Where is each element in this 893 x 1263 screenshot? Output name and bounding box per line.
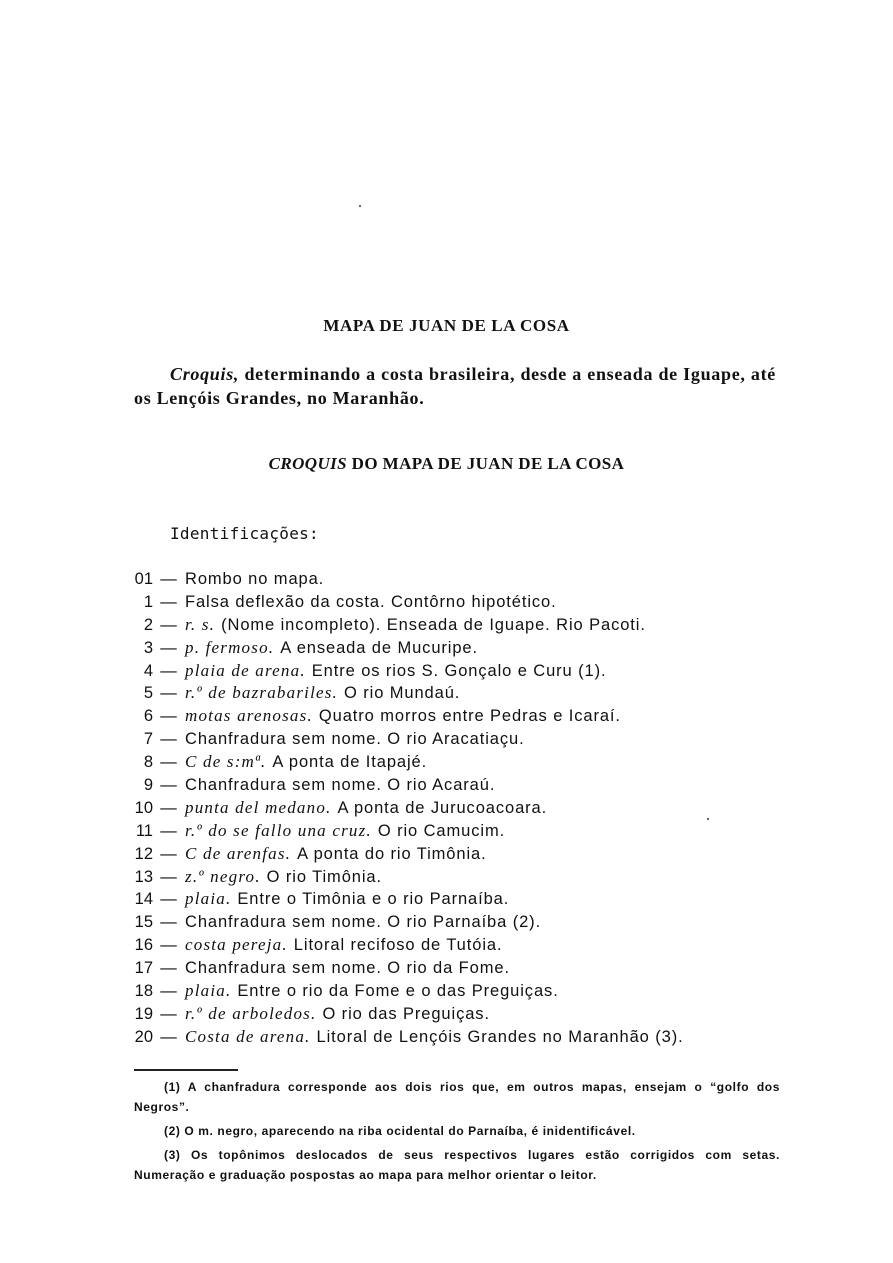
entry-description: Entre o Timônia e o rio Parnaíba. <box>237 890 510 909</box>
entry-term: r.º do se fallo una cruz. <box>185 820 372 840</box>
entry-description: Entre os rios S. Gonçalo e Curu (1). <box>311 661 607 680</box>
entry-dash: — <box>160 867 178 886</box>
entry-number: 19 <box>134 1004 153 1023</box>
entry-number: 20 <box>134 1027 153 1046</box>
entry-dash: — <box>160 890 178 909</box>
entry-number: 14 <box>134 890 153 909</box>
entry-term: plaia de arena. <box>185 660 306 680</box>
entry-description: Chanfradura sem nome. O rio da Fome. <box>185 959 510 978</box>
subtitle-italic-word: CROQUIS <box>268 454 348 473</box>
list-item <box>128 866 808 889</box>
entry-description: Entre o rio da Fome e o das Preguiças. <box>237 982 559 1001</box>
entry-number: 18 <box>134 982 153 1001</box>
list-item <box>128 637 808 660</box>
entry-number: 15 <box>134 913 153 932</box>
entry-term: r.º de arboledos. <box>185 1003 317 1023</box>
entry-number: 8 <box>143 753 153 772</box>
entry-term: plaia. <box>185 889 232 909</box>
entry-dash: — <box>160 570 178 588</box>
list-item <box>128 934 808 957</box>
entry-description: O rio Timônia. <box>266 867 382 886</box>
entry-number: 6 <box>143 707 153 726</box>
entry-description: O rio das Preguiças. <box>322 1004 490 1023</box>
entry-number: 13 <box>134 867 153 886</box>
entry-dash: — <box>160 913 178 932</box>
entry-dash: — <box>160 821 178 840</box>
list-item <box>128 774 808 797</box>
entry-number: 10 <box>134 798 153 817</box>
footnote-3: (3) Os topônimos deslocados de seus respectivos lugares estão corrigidos com setas. Numeração e graduação pospostas ao mapa para melhor orientar o leitor. <box>134 1148 780 1182</box>
list-item <box>128 957 808 980</box>
entry-description: O rio Camucim. <box>377 821 506 840</box>
entry-term: Costa de arena. <box>185 1026 311 1046</box>
entry-dash: — <box>160 753 178 772</box>
entry-dash: — <box>160 1004 178 1023</box>
entry-number: 01 <box>134 570 153 588</box>
entry-term: C de arenfas. <box>185 843 292 863</box>
entry-term: punta del medano. <box>185 797 332 817</box>
list-item <box>128 888 808 911</box>
identification-list <box>128 568 808 1049</box>
footnote-1: (1) A chanfradura corresponde aos dois rios que, em outros mapas, ensejam o “golfo dos Negros”. <box>134 1080 780 1114</box>
entry-description: Chanfradura sem nome. O rio Acaraú. <box>185 776 496 795</box>
entry-term: r. s. <box>185 614 216 634</box>
entry-number: 11 <box>135 821 153 840</box>
entry-number: 1 <box>143 592 153 611</box>
entry-dash: — <box>160 615 178 634</box>
entry-dash: — <box>160 798 178 817</box>
entry-dash: — <box>160 776 178 795</box>
entry-dash: — <box>160 959 178 978</box>
entry-description: Quatro morros entre Pedras e Icaraí. <box>318 707 621 726</box>
entry-number: 3 <box>143 638 153 657</box>
entry-number: 4 <box>143 661 153 680</box>
list-item <box>128 911 808 934</box>
page-speck <box>359 205 361 207</box>
list-item <box>128 591 808 614</box>
entry-term: motas arenosas. <box>185 706 313 726</box>
entry-dash: — <box>160 707 178 726</box>
entry-term: p. fermoso. <box>185 637 275 657</box>
entry-number: 17 <box>134 959 153 978</box>
entry-dash: — <box>160 844 178 863</box>
intro-paragraph <box>134 362 776 410</box>
entry-description: Chanfradura sem nome. O rio Aracatiaçu. <box>185 730 525 749</box>
entry-description: (Nome incompleto). Enseada de Iguape. Rio Pacoti. <box>221 615 646 634</box>
entry-description: O rio Mundaú. <box>344 684 461 703</box>
intro-text: determinando a costa brasileira, desde a enseada de Iguape, até os Lençóis Grandes, no Maranhão. <box>134 364 776 408</box>
entry-description: Falsa deflexão da costa. Contôrno hipotético. <box>185 592 557 611</box>
list-item <box>128 705 808 728</box>
entry-number: 12 <box>134 844 153 863</box>
entry-number: 16 <box>134 936 153 955</box>
list-item <box>128 797 808 820</box>
identifications-label: Identificações: <box>170 524 319 543</box>
entry-term: costa pereja. <box>185 935 288 955</box>
list-item <box>128 614 808 637</box>
entry-dash: — <box>160 684 178 703</box>
entry-description: Rombo no mapa. <box>185 570 325 588</box>
entry-dash: — <box>160 661 178 680</box>
entry-dash: — <box>160 592 178 611</box>
entry-description: Litoral recifoso de Tutóia. <box>293 936 503 955</box>
entry-dash: — <box>160 982 178 1001</box>
list-item <box>128 1026 808 1049</box>
entry-term: C de s:mª. <box>185 752 267 772</box>
footnotes <box>134 1077 780 1189</box>
list-item <box>128 1003 808 1026</box>
entry-description: A ponta de Itapajé. <box>272 753 428 772</box>
entry-dash: — <box>160 730 178 749</box>
entry-number: 7 <box>143 730 153 749</box>
subtitle-text: DO MAPA DE JUAN DE LA COSA <box>347 454 625 473</box>
entry-number: 2 <box>143 615 153 634</box>
entry-description: A ponta de Jurucoacoara. <box>337 798 548 817</box>
entry-description: A ponta do rio Timônia. <box>297 844 487 863</box>
entry-description: Litoral de Lençóis Grandes no Maranhão (3). <box>316 1027 684 1046</box>
entry-term: plaia. <box>185 981 232 1001</box>
entry-dash: — <box>160 638 178 657</box>
footnote-divider <box>134 1069 238 1071</box>
intro-italic-word: Croquis, <box>170 364 240 384</box>
list-item <box>128 820 808 843</box>
entry-description: A enseada de Mucuripe. <box>280 638 478 657</box>
list-item <box>128 751 808 774</box>
entry-term: z.º negro. <box>185 866 261 886</box>
section-subtitle <box>0 454 893 474</box>
list-item <box>128 682 808 705</box>
entry-term: r.º de bazrabariles. <box>185 683 339 703</box>
entry-number: 5 <box>143 684 153 703</box>
list-item <box>128 660 808 683</box>
list-item <box>128 568 808 591</box>
footnote-2: (2) O m. negro, aparecendo na riba ocidental do Parnaíba, é inidentificável. <box>164 1124 636 1138</box>
list-item <box>128 728 808 751</box>
page-title: MAPA DE JUAN DE LA COSA <box>323 316 570 335</box>
list-item <box>128 843 808 866</box>
list-item <box>128 980 808 1003</box>
entry-number: 9 <box>143 776 153 795</box>
entry-dash: — <box>160 1027 178 1046</box>
entry-dash: — <box>160 936 178 955</box>
entry-description: Chanfradura sem nome. O rio Parnaíba (2). <box>185 913 542 932</box>
